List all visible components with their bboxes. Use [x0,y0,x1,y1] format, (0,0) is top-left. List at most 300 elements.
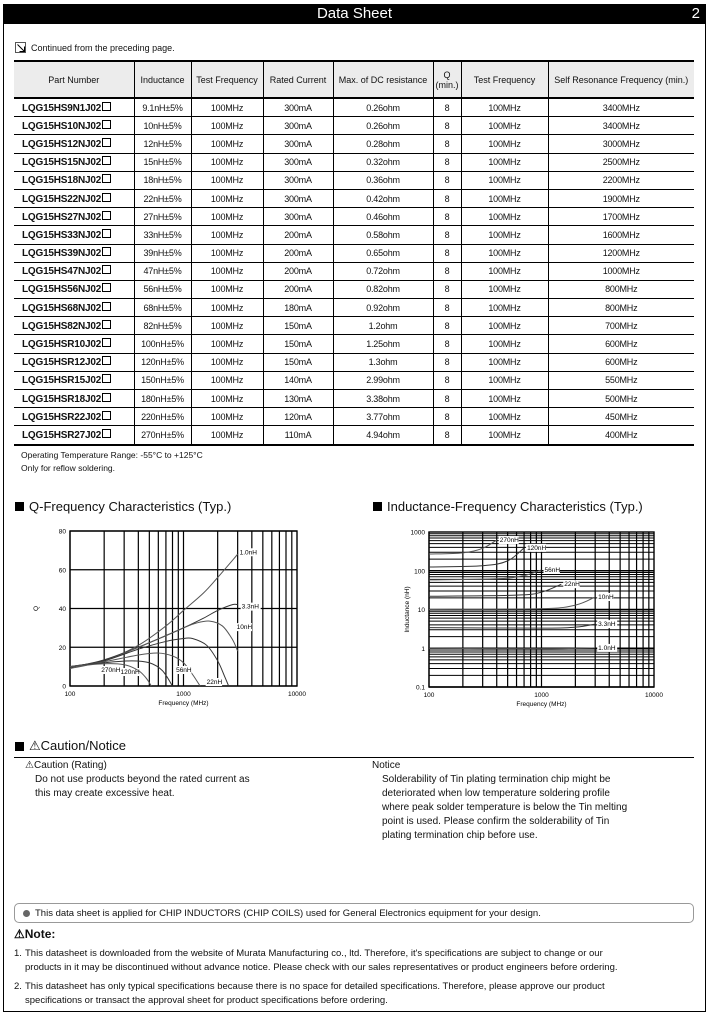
table-cell: 0.42ohm [333,189,433,207]
table-row [14,226,694,244]
table-cell: 47nH±5% [134,262,191,280]
part-number-cell [14,171,134,189]
continued-text: Continued from the preceding page. [31,42,175,53]
y-axis-label: Inductance (nH) [404,586,411,633]
table-cell: 3400MHz [548,117,694,135]
info-banner [14,903,694,923]
table-row [14,262,694,280]
series-line-3.3nH [70,604,238,667]
y-tick-label: 10 [417,607,425,614]
table-cell: 550MHz [548,371,694,389]
series-label: 1.0nH [239,549,258,557]
table-cell: 100MHz [461,189,548,207]
warning-triangle-icon: ⚠ [25,760,34,771]
table-cell: 8 [433,299,461,317]
packaging-code-box-icon [102,156,111,165]
caution-line: this may create excessive heat. [35,788,175,799]
x-tick-label: 100 [423,692,435,699]
packaging-code-box-icon [102,411,111,420]
notice-line: Solderability of Tin plating termination chip might be [382,774,611,785]
part-number-cell [14,371,134,389]
table-cell: 200mA [263,226,333,244]
table-body [14,98,694,445]
table-cell: 8 [433,153,461,171]
table-cell: 600MHz [548,335,694,353]
notice-line: where peak solder temperature is below the Tin melting [382,802,628,813]
table-cell: 180mA [263,299,333,317]
table-cell: 100MHz [191,262,263,280]
table-cell: 100MHz [461,335,548,353]
column-header: Test Frequency [191,61,263,98]
part-number-cell [14,117,134,135]
table-row [14,171,694,189]
table-cell: 500MHz [548,390,694,408]
table-cell: 8 [433,244,461,262]
table-cell: 100MHz [461,371,548,389]
info-banner-text: This data sheet is applied for CHIP INDUCTORS (CHIP COILS) used for General Electronics equipment for your design. [35,907,541,919]
column-header: Test Frequency [461,61,548,98]
table-cell: 270nH±5% [134,426,191,445]
operating-temp-note: Operating Temperature Range: -55°C to +125°C [21,450,203,460]
table-cell: 100MHz [191,226,263,244]
table-cell: 0.92ohm [333,299,433,317]
table-cell: 1200MHz [548,244,694,262]
table-row [14,390,694,408]
table-cell: 3.77ohm [333,408,433,426]
part-number: LQG15HS18NJ02 [22,175,102,187]
table-cell: 100MHz [191,353,263,371]
part-number-cell [14,226,134,244]
table-cell: 100MHz [191,426,263,445]
y-tick-label: 60 [58,567,66,575]
part-number-cell [14,353,134,371]
part-number: LQG15HSR12J02 [22,357,102,369]
table-cell: 300mA [263,171,333,189]
table-cell: 0.46ohm [333,208,433,226]
table-cell: 100MHz [191,371,263,389]
column-header: Inductance [134,61,191,98]
arrow-down-right-icon [15,42,26,53]
x-tick-label: 1000 [534,692,549,699]
table-cell: 0.72ohm [333,262,433,280]
part-number: LQG15HS9N1J02 [22,102,102,114]
table-cell: 100MHz [461,98,548,117]
table-cell: 800MHz [548,280,694,298]
table-cell: 100MHz [191,280,263,298]
table-cell: 2.99ohm [333,371,433,389]
packaging-code-box-icon [102,302,111,311]
table-cell: 18nH±5% [134,171,191,189]
part-number: LQG15HS22NJ02 [22,193,102,205]
table-cell: 200mA [263,244,333,262]
packaging-code-box-icon [102,320,111,329]
table-cell: 22nH±5% [134,189,191,207]
part-number-cell [14,299,134,317]
table-cell: 1.2ohm [333,317,433,335]
table-cell: 110mA [263,426,333,445]
table-cell: 0.32ohm [333,153,433,171]
table-cell: 33nH±5% [134,226,191,244]
y-tick-label: 40 [58,606,66,613]
table-cell: 0.36ohm [333,171,433,189]
table-cell: 100MHz [461,299,548,317]
table-cell: 8 [433,262,461,280]
table-cell: 800MHz [548,299,694,317]
warning-triangle-icon: ⚠ [14,927,25,941]
table-cell: 150nH±5% [134,371,191,389]
caution-heading [15,738,126,754]
table-row [14,244,694,262]
table-cell: 600MHz [548,353,694,371]
table-header-row [14,61,694,98]
table-row [14,353,694,371]
table-row [14,335,694,353]
table-cell: 82nH±5% [134,317,191,335]
series-label: 3.3nH [598,621,616,629]
packaging-code-box-icon [102,374,111,383]
notice [372,759,692,843]
caution-rating-title: ⚠Caution (Rating) [25,760,107,771]
series-label: 120nH [120,669,140,676]
table-cell: 8 [433,171,461,189]
part-number-cell [14,426,134,445]
part-number: LQG15HS56NJ02 [22,284,102,296]
table-cell: 150mA [263,317,333,335]
table-cell: 100MHz [461,426,548,445]
part-number: LQG15HSR27J02 [22,429,102,441]
table-cell: 10nH±5% [134,117,191,135]
table-cell: 1000MHz [548,262,694,280]
packaging-code-box-icon [102,120,111,129]
table-cell: 180nH±5% [134,390,191,408]
packaging-code-box-icon [102,138,111,147]
table-cell: 100MHz [461,226,548,244]
table-cell: 100MHz [191,171,263,189]
y-tick-label: 1000 [410,529,425,537]
table-cell: 1600MHz [548,226,694,244]
table-cell: 100MHz [461,171,548,189]
q-chart-title: Q-Frequency Characteristics (Typ.) [29,499,232,514]
table-row [14,153,694,171]
continued-note [15,42,175,53]
table-cell: 100MHz [461,262,548,280]
q-chart-heading [15,499,231,514]
table-row [14,135,694,153]
column-header: Self Resonance Frequency (min.) [548,61,694,98]
packaging-code-box-icon [102,211,111,220]
part-number: LQG15HS33NJ02 [22,229,102,241]
table-cell: 12nH±5% [134,135,191,153]
table-cell: 150mA [263,335,333,353]
table-cell: 300mA [263,98,333,117]
packaging-code-box-icon [102,102,111,111]
table-cell: 120mA [263,408,333,426]
table-cell: 100MHz [191,299,263,317]
y-tick-label: 0.1 [415,684,425,692]
series-label: 10nH [598,594,614,602]
series-line-10nH [70,621,238,667]
table-cell: 8 [433,226,461,244]
table-cell: 8 [433,317,461,335]
column-header: Max. of DC resistance [333,61,433,98]
part-number: LQG15HS47NJ02 [22,266,102,278]
packaging-code-box-icon [102,193,111,202]
series-line-10nH [429,597,595,609]
table-cell: 130mA [263,390,333,408]
table-cell: 8 [433,189,461,207]
note-line: This datasheet has only typical specifications because there is no space for detailed specifications. Therefore, please approve our product [25,981,605,992]
table-cell: 100MHz [461,353,548,371]
part-number-cell [14,280,134,298]
square-bullet-icon [15,502,24,511]
part-number-cell [14,208,134,226]
part-number: LQG15HS68NJ02 [22,302,102,314]
table-cell: 8 [433,371,461,389]
table-cell: 300mA [263,153,333,171]
table-row [14,408,694,426]
note-line: products in it may be discontinued without advance notice. Please check with our sales representatives or product engineers before ordering. [25,962,618,973]
page-number: 2 [691,5,700,22]
table-cell: 100MHz [461,117,548,135]
packaging-code-box-icon [102,283,111,292]
note-heading: ⚠Note: [14,927,56,941]
series-label: 56nH [176,667,192,674]
note-line: specifications or transact the approval sheet for product specifications before ordering. [25,995,388,1006]
table-cell: 100MHz [191,244,263,262]
packaging-code-box-icon [102,174,111,183]
square-bullet-icon [15,742,24,751]
table-cell: 100MHz [191,98,263,117]
bullet-dot-icon [23,910,30,917]
packaging-code-box-icon [102,393,111,402]
page-title: Data Sheet [316,5,393,22]
table-cell: 8 [433,426,461,445]
note-list [14,947,694,1013]
part-number: LQG15HS39NJ02 [22,248,102,260]
table-cell: 100MHz [191,117,263,135]
table-cell: 56nH±5% [134,280,191,298]
table-cell: 150mA [263,353,333,371]
table-cell: 700MHz [548,317,694,335]
packaging-code-box-icon [102,338,111,347]
y-tick-label: 100 [414,568,425,576]
caution-divider [14,757,694,758]
notice-line: plating termination chip before use. [382,830,538,841]
note-number: 1. [14,948,22,959]
column-header: Part Number [14,61,134,98]
series-label: 10nH [236,624,253,632]
part-number-cell [14,189,134,207]
table-cell: 0.26ohm [333,98,433,117]
table-cell: 15nH±5% [134,153,191,171]
series-label: 1.0nH [598,644,616,652]
table-cell: 39nH±5% [134,244,191,262]
spec-table [14,60,694,446]
table-cell: 8 [433,135,461,153]
table-cell: 100MHz [191,135,263,153]
table-cell: 100MHz [191,408,263,426]
table-cell: 3000MHz [548,135,694,153]
table-cell: 2500MHz [548,153,694,171]
x-tick-label: 10000 [287,691,307,698]
table-cell: 300mA [263,208,333,226]
table-cell: 100MHz [191,390,263,408]
table-cell: 100MHz [461,135,548,153]
caution-section-title: ⚠Caution/Notice [29,738,126,753]
table-cell: 100MHz [461,153,548,171]
table-cell: 9.1nH±5% [134,98,191,117]
note-item [14,980,694,1008]
inductance-frequency-chart [380,520,710,710]
part-number-cell [14,262,134,280]
part-number: LQG15HSR22J02 [22,411,102,423]
part-number: LQG15HS27NJ02 [22,211,102,223]
table-cell: 1.25ohm [333,335,433,353]
part-number-cell [14,244,134,262]
part-number-cell [14,335,134,353]
table-cell: 2200MHz [548,171,694,189]
part-number: LQG15HS82NJ02 [22,320,102,332]
caution-line: Do not use products beyond the rated current as [35,774,250,785]
table-cell: 8 [433,335,461,353]
packaging-code-box-icon [102,429,111,438]
part-number-cell [14,317,134,335]
table-cell: 8 [433,408,461,426]
y-tick-label: 1 [421,645,425,653]
table-cell: 8 [433,280,461,298]
series-label: 22nH [206,679,223,686]
part-number-cell [14,153,134,171]
x-axis-label: Frequency (MHz) [158,700,209,707]
l-chart-title: Inductance-Frequency Characteristics (Typ.) [387,499,643,514]
series-label: 270nH [499,537,519,545]
table-row [14,280,694,298]
table-row [14,208,694,226]
table-cell: 1900MHz [548,189,694,207]
x-tick-label: 10000 [644,692,664,699]
table-row [14,299,694,317]
table-cell: 100MHz [461,390,548,408]
table-cell: 8 [433,98,461,117]
series-line-1.0nH [70,554,238,668]
table-cell: 300mA [263,117,333,135]
table-cell: 100MHz [461,408,548,426]
part-number-cell [14,135,134,153]
column-header: Q (min.) [433,61,461,98]
packaging-code-box-icon [102,247,111,256]
title-bar [3,4,706,24]
x-axis-label: Frequency (MHz) [516,701,567,708]
table-cell: 300mA [263,135,333,153]
warning-triangle-icon: ⚠ [29,738,41,753]
notice-line: deteriorated when low temperature soldering profile [382,788,610,799]
packaging-code-box-icon [102,356,111,365]
table-cell: 200mA [263,262,333,280]
packaging-code-box-icon [102,265,111,274]
table-row [14,426,694,445]
notice-line: point is used. Please confirm the solderability of Tin [382,816,610,827]
table-cell: 100MHz [191,335,263,353]
part-number: LQG15HSR18J02 [22,393,102,405]
part-number-cell [14,98,134,117]
table-cell: 400MHz [548,426,694,445]
table-cell: 200mA [263,280,333,298]
table-cell: 68nH±5% [134,299,191,317]
table-cell: 100MHz [191,189,263,207]
table-row [14,317,694,335]
part-number: LQG15HSR10J02 [22,339,102,351]
column-header: Rated Current [263,61,333,98]
notice-title: Notice [372,760,401,771]
table-cell: 8 [433,117,461,135]
part-number-cell [14,408,134,426]
x-tick-label: 1000 [176,691,191,698]
series-label: 56nH [544,566,561,574]
series-label: 120nH [527,544,547,552]
table-cell: 140mA [263,371,333,389]
note-line: This datasheet is downloaded from the website of Murata Manufacturing co., ltd. Therefore, it's specifications are subject to change or our [25,948,603,959]
table-cell: 100MHz [191,153,263,171]
y-axis-label: Q [33,605,40,612]
part-number: LQG15HSR15J02 [22,375,102,387]
part-number: LQG15HS15NJ02 [22,157,102,169]
table-cell: 4.94ohm [333,426,433,445]
table-cell: 100nH±5% [134,335,191,353]
table-cell: 100MHz [191,317,263,335]
table-cell: 0.28ohm [333,135,433,153]
table-cell: 100MHz [461,280,548,298]
table-row [14,98,694,117]
table-cell: 100MHz [461,208,548,226]
table-cell: 220nH±5% [134,408,191,426]
table-cell: 120nH±5% [134,353,191,371]
table-cell: 100MHz [191,208,263,226]
note-number: 2. [14,981,22,992]
series-label: 22nH [564,581,580,589]
caution-rating [25,759,345,801]
table-cell: 3.38ohm [333,390,433,408]
table-cell: 450MHz [548,408,694,426]
y-tick-label: 0 [62,683,66,691]
table-cell: 0.82ohm [333,280,433,298]
table-cell: 100MHz [461,244,548,262]
l-chart-heading [373,499,643,514]
part-number: LQG15HS12NJ02 [22,138,102,150]
table-cell: 3400MHz [548,98,694,117]
table-cell: 300mA [263,189,333,207]
table-cell: 0.58ohm [333,226,433,244]
part-number: LQG15HS10NJ02 [22,120,102,132]
table-cell: 27nH±5% [134,208,191,226]
reflow-note: Only for reflow soldering. [21,462,116,473]
table-cell: 0.65ohm [333,244,433,262]
table-cell: 1700MHz [548,208,694,226]
y-tick-label: 20 [58,644,66,652]
table-cell: 1.3ohm [333,353,433,371]
table-cell: 100MHz [461,317,548,335]
series-label: 3.3nH [241,603,260,611]
series-label: 270nH [101,667,121,674]
table-row [14,117,694,135]
table-cell: 8 [433,208,461,226]
q-frequency-chart [0,520,330,710]
part-number-cell [14,390,134,408]
table-cell: 8 [433,390,461,408]
x-tick-label: 100 [64,691,76,698]
table-cell: 8 [433,353,461,371]
packaging-code-box-icon [102,229,111,238]
y-tick-label: 80 [58,528,66,536]
